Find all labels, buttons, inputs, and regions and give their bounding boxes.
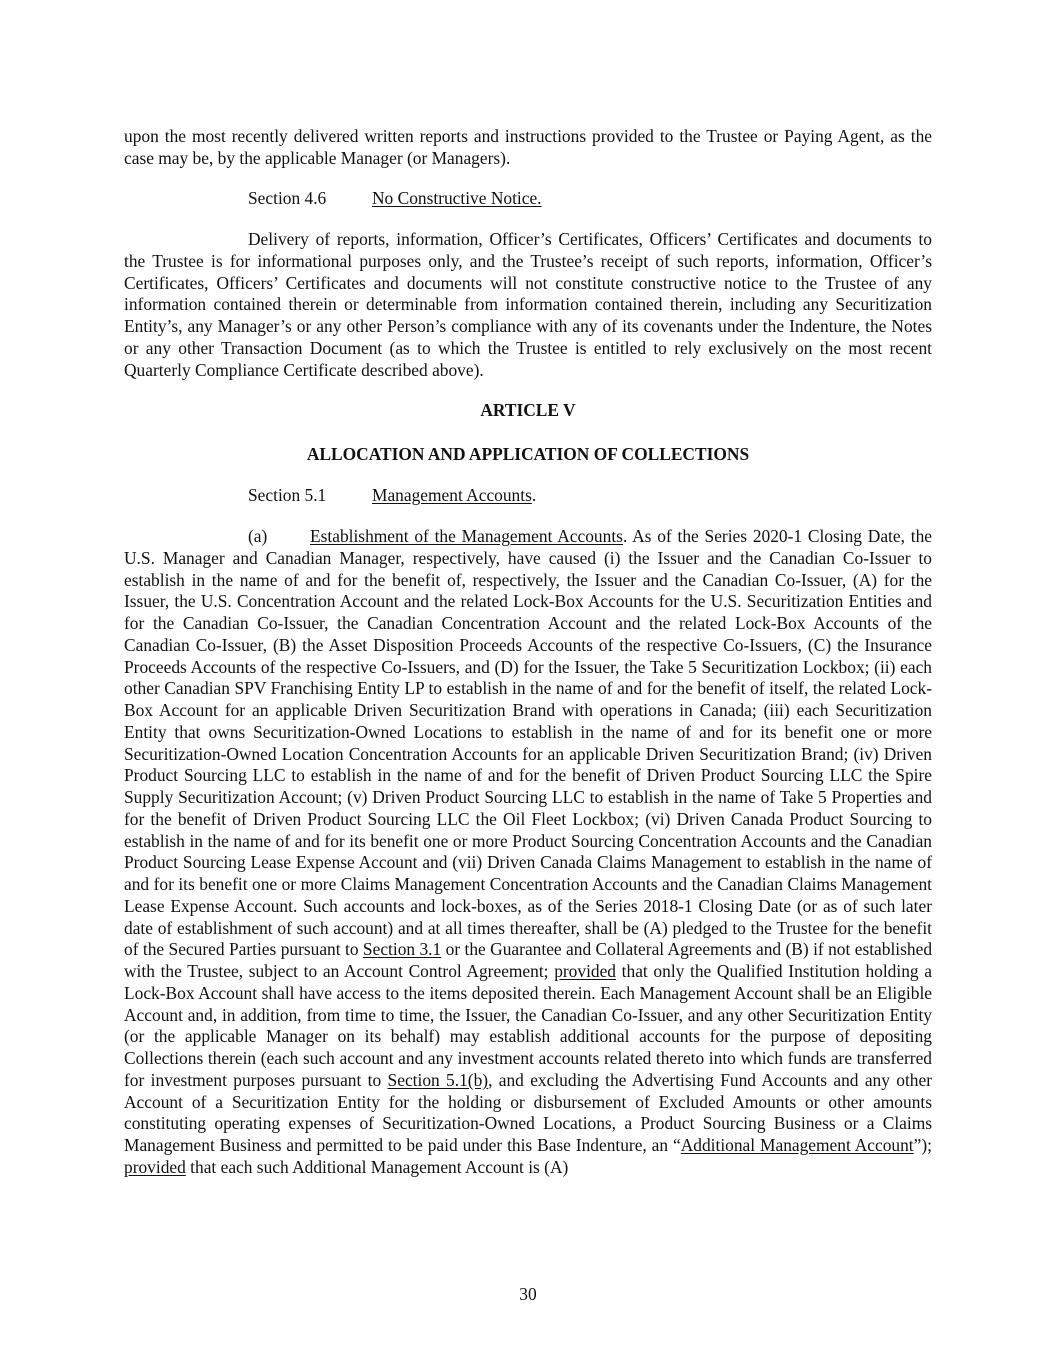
section-number: Section 4.6 — [248, 188, 327, 208]
text-segment: . As of the Series 2020-1 Closing Date, the U.S. Manager and Canadian Manager, respectively, have caused (i) the Issuer and the Canadian Co-Issuer to establish in the name of and for the benefit of, respectively, the Issuer and the Canadian Co-Issuer, (A) for the Issuer, the U.S. Concentration Account and the related Lock-Box Accounts for the U.S. Securitization Entities and for the Canadian Co-Issuer, the Canadian Concentration Account and the related Lock-Box Accounts of the Canadian Co-Issuer, (B) the Asset Disposition Proceeds Accounts of the respective Co-Issuers, (C) the Insurance Proceeds Accounts of the respective Co-Issuers, and (D) for the Issuer, the Take 5 Securitization Lockbox; (ii) each other Canadian SPV Franchising Entity LP to establish in the name of and for the benefit of itself, the related Lock-Box Account for an applicable Driven Securitization Brand with operations in Canada; (iii) each Securitization Entity that owns Securitization-Owned Locations to establish in the name of and for its benefit one or more Securitization-Owned Location Concentration Accounts for an applicable Driven Securitization Brand; (iv) Driven Product Sourcing LLC to establish in the name of and for the benefit of Driven Product Sourcing LLC the Spire Supply Securitization Account; (v) Driven Product Sourcing LLC to establish in the name of Take 5 Properties and for the benefit of Driven Product Sourcing LLC the Oil Fleet Lockbox; (vi) Driven Canada Product Sourcing to establish in the name of and for its benefit one or more Product Sourcing Concentration Accounts and the Canadian Product Sourcing Lease Expense Account and (vii) Driven Canada Claims Management to establish in the name of and for its benefit one or more Claims Management Concentration Accounts and the Canadian Claims Management Lease Expense Account. Such accounts and lock-boxes, as of the Series 2018-1 Closing Date (or as of such later date of establishment of such account) and at all times thereafter, shall be (A) pledged to the Trustee for the benefit of the Secured Parties pursuant to — [124, 526, 932, 960]
provided-term: provided — [124, 1156, 186, 1177]
section-title: Management Accounts — [372, 485, 532, 505]
paragraph-no-constructive-notice: Delivery of reports, information, Officer’s Certificates, Officers’ Certificates and documents to the Trustee is for informational purposes only, and the Trustee’s receipt of such reports, information, Officer’s Certificates, Officers’ Certificates and documents will not constitute constructive notice to the Trustee of any information contained therein or determinable from information contained therein, including any Securitization Entity’s, any Manager’s or any other Person’s compliance with any of its covenants under the Indenture, the Notes or any other Transaction Document (as to which the Trustee is entitled to rely exclusively on the most recent Quarterly Compliance Certificate described above). — [124, 229, 932, 380]
page-number: 30 — [519, 1284, 537, 1304]
subsection-heading: Establishment of the Management Accounts — [310, 526, 623, 546]
section-number: Section 5.1 — [248, 485, 327, 505]
text-segment: , and excluding the Advertising Fund Accounts and any other Account of a Securitization Entity for the holding or disbursement of Excluded Amounts or other amounts constituting operating expenses of Securitization-Owned Locations, a Product Sourcing Business or a Claims Management Business and permitted to be paid under this Base Indenture, an “ — [124, 1069, 933, 1155]
section-title-period: . — [531, 485, 537, 505]
paragraph-a-management-accounts — [124, 526, 932, 1179]
article-title: ALLOCATION AND APPLICATION OF COLLECTIONS — [306, 444, 750, 464]
cross-reference: Section 5.1(b) — [387, 1069, 489, 1090]
text-segment: that each such Additional Management Account is (A) — [185, 1156, 569, 1177]
text-segment: or the Guarantee and Collateral Agreements and (B) if not established with the Trustee, subject to an Account Control Agreement; — [124, 939, 933, 981]
article-label: ARTICLE V — [480, 400, 576, 420]
subsection-label: (a) — [248, 526, 268, 546]
text-segment: that only the Qualified Institution holding a Lock-Box Account shall have access to the items deposited therein. Each Management Account shall be an Eligible Account and, in addition, from time to time, the Issuer, the Canadian Co-Issuer, and any other Securitization Entity (or the applicable Manager on its behalf) may establish additional accounts for the purpose of depositing Collections therein (each such account and any investment accounts related thereto into which funds are transferred for investment purposes pursuant to — [124, 961, 932, 1090]
provided-term: provided — [554, 961, 617, 981]
text-segment: ”); — [913, 1135, 932, 1155]
cross-reference: Section 3.1 — [362, 939, 442, 960]
section-heading-5-1 — [248, 485, 536, 507]
paragraph-continuation: upon the most recently delivered written reports and instructions provided to the Trustee or Paying Agent, as the case may be, by the applicable Manager (or Managers). — [124, 126, 932, 168]
defined-term: Additional Management Account — [680, 1135, 914, 1155]
section-title: No Constructive Notice. — [372, 188, 542, 208]
section-heading-4-6 — [248, 188, 542, 210]
